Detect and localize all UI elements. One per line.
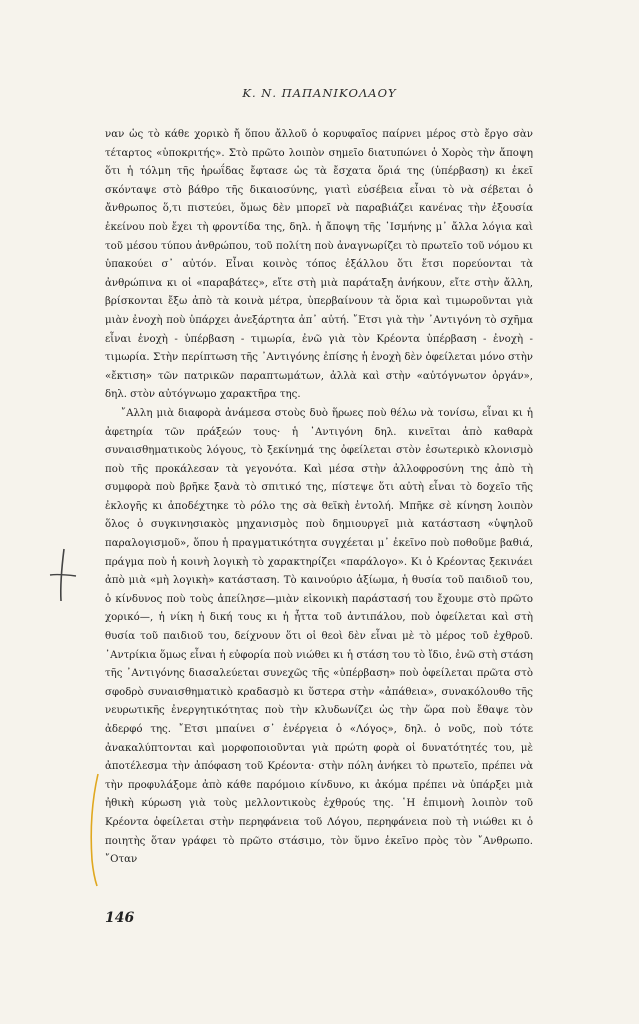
body-text	[105, 126, 533, 870]
running-head: Κ. Ν. ΠΑΠΑΝΙΚΟΛΑΟΥ	[242, 86, 397, 100]
paragraph-2: ῎Αλλη μιὰ διαφορὰ ἀνάμεσα στοὺς δυὸ ἥρωες ποὺ θέλω νὰ τονίσω, εἶναι κι ἡ ἀφετηρία τῶν πράξεών τους· ἡ ᾿Αντιγόνη δηλ. κινεῖται ἀπὸ καθαρὰ συναισθηματικοὺς λόγους, τὸ ξεκίνημά της ὀφείλεται στὸν ἐσωτερικὸ κλονισμὸ ποὺ τῆς προκάλεσαν τὰ γεγονότα. Καὶ μέσα στὴν ἀλλοφροσύνη της ἀπὸ τὴ συμφορὰ ποὺ βρῆκε ξανὰ τὸ σπιτικό της, πίστεψε ὅτι αὐτὴ εἶναι τὸ δοχεῖο τῆς ἐκλογῆς κι ἀποδέχτηκε τὸ ρόλο της σὰ θεϊκὴ ἐντολή. Μπῆκε σὲ κίνηση λοιπὸν ὅλος ὁ συγκινησιακὸς μηχανισμὸς ποὺ δημιουργεῖ μιὰ κατάσταση «ὑψηλοῦ παραλογισμοῦ», ὅπου ἡ πραγματικότητα συγχέεται μ᾿ ἐκεῖνο ποὺ ποθοῦμε βαθιά, πράγμα ποὺ ἡ κοινὴ λογικὴ τὸ χαρακτηρίζει «παράλογο». Κι ὁ Κρέοντας ξεκινάει ἀπὸ μιὰ «μὴ λογικὴ» κατάσταση. Τὸ καινούριο ἀξίωμα, ἡ θυσία τοῦ παιδιοῦ του, ὁ κίνδυνος ποὺ τοὺς ἀπείλησε—μιὰν εἰκονικὴ παράστασή του ἔχουμε στὸ πρῶτο χορικό—, ἡ νίκη ἡ δική τους κι ἡ ἧττα τοῦ ἀντιπάλου, ποὺ ὀφείλεται καὶ στὴ θυσία τοῦ παιδιοῦ του, δείχνουν ὅτι οἱ θεοὶ δὲν εἶναι μὲ τὸ μέρος τοῦ ἐχθροῦ. ᾿Αντρίκια ὅμως εἶναι ἡ εὐφορία ποὺ νιώθει κι ἡ στάση του τὸ ἴδιο, ἐνῶ στὴ στάση τῆς ᾿Αντιγόνης διασαλεύεται συνεχῶς τῆς «ὑπέρβαση» ποὺ ὀφείλεται πρῶτα στὸ σφοδρὸ συναισθηματικὸ κραδασμὸ κι ὕστερα στὴν «ἀπάθεια», συνακόλουθο τῆς νευρωτικῆς ἐνεργητικότητας ποὺ τὴν κλυδωνίζει ὡς τὴν ὥρα ποὺ ἔθαψε τὸν ἀδερφό της. ῎Ετσι μπαίνει σ᾿ ἐνέργεια ὁ «Λόγος», δηλ. ὁ νοῦς, ποὺ τότε ἀνακαλύπτονται καὶ μορφοποιοῦνται γιὰ πρώτη φορὰ οἱ δυνατότητές του, μὲ ἀποτέλεσμα τὴν ἀπόφαση τοῦ Κρέοντα· στὴν πόλη ἀνήκει τὸ πρωτεῖο, πρέπει νὰ τὴν προφυλάξομε ἀπὸ κάθε παρόμοιο κίνδυνο, κι ἀκόμα πρέπει νὰ ὑπάρξει μιὰ ἠθικὴ κύρωση γιὰ τοὺς μελλοντικοὺς ἐχθρούς της. ῾Η ἐπιμονὴ λοιπὸν τοῦ Κρέοντα ὀφείλεται στὴν περηφάνεια τοῦ Λόγου, περηφάνεια ποὺ τὴ νιώθει κι ὁ ποιητὴς ὅταν γράφει τὸ πρῶτο στάσιμο, τὸν ὕμνο ἐκεῖνο πρὸς τὸν ῎Ανθρωπο. ῎Οταν	[105, 407, 533, 866]
paragraph-1: ναν ὡς τὸ κάθε χορικὸ ἤ ὅπου ἄλλοῦ ὁ κορυφαῖος παίρνει μέρος στὸ ἔργο σὰν τέταρτος «ὑποκριτής». Στὸ πρῶτο λοιπὸν σημεῖο διατυπώνει ὁ Χορὸς τὴν ἄποψη ὅτι ἡ τόλμη τῆς ἡρωΐδας ἔφτασε ὡς τὰ ἔσχατα ὅριά της (ὑπέρβαση) κι ἐκεῖ σκόνταψε στὸ βάθρο τῆς δικαιοσύνης, γιατὶ εὐσέβεια εἶναι τὸ νὰ σέβεται ὁ ἄνθρωπος ὅ,τι πιστεύει, ὅμως δὲν μπορεῖ νὰ παραβιάζει κανένας τὴν ἐξουσία ἐκείνου ποὺ ἔχει τὴ φροντίδα της, δηλ. ἡ ἄποψη τῆς ᾿Ισμήνης μ᾿ ἄλλα λόγια καὶ τοῦ μέσου τύπου ἀνθρώπου, τοῦ πολίτη ποὺ ἀναγνωρίζει τὸ πρωτεῖο τοῦ νόμου κι ὑπακούει σ᾿ αὐτόν. Εἶναι κοινὸς τόπος ἐξάλλου ὅτι ἔτσι πορεύονται τὰ ἀνθρώπινα κι οἱ «παραβάτες», εἴτε στὴ μιὰ παράταξη ἀνήκουν, εἴτε στὴν ἄλλη, βρίσκονται ἔξω ἀπὸ τὰ κοινὰ μέτρα, ὑπερβαίνουν τὰ ὅρια καὶ τιμωροῦνται γιὰ μιὰν ἐνοχὴ ποὺ ὑπάρχει ἀνεξάρτητα ἀπ᾿ αὐτή. ῎Ετσι γιὰ τὴν ᾿Αντιγόνη τὸ σχῆμα εἶναι ἐνοχὴ - ὑπέρβαση - τιμωρία, ἐνῶ γιὰ τὸν Κρέοντα ὑπέρβαση - ἐνοχὴ - τιμωρία. Στὴν περίπτωση τῆς ᾿Αντιγόνης ἐπίσης ἡ ἐνοχὴ δὲν ὀφείλεται μόνο στὴν «ἔκτιση» τῶν πατρικῶν παραπτωμάτων, ἀλλὰ καὶ στὴν «αὐτόγνωτον ὀργάν», δηλ. στὸν αὐτόγνωμο χαρακτῆρα της.	[105, 129, 533, 401]
margin-cross-mark	[40, 545, 80, 605]
margin-bracket-mark	[84, 770, 104, 890]
page-number: 146	[105, 910, 135, 926]
